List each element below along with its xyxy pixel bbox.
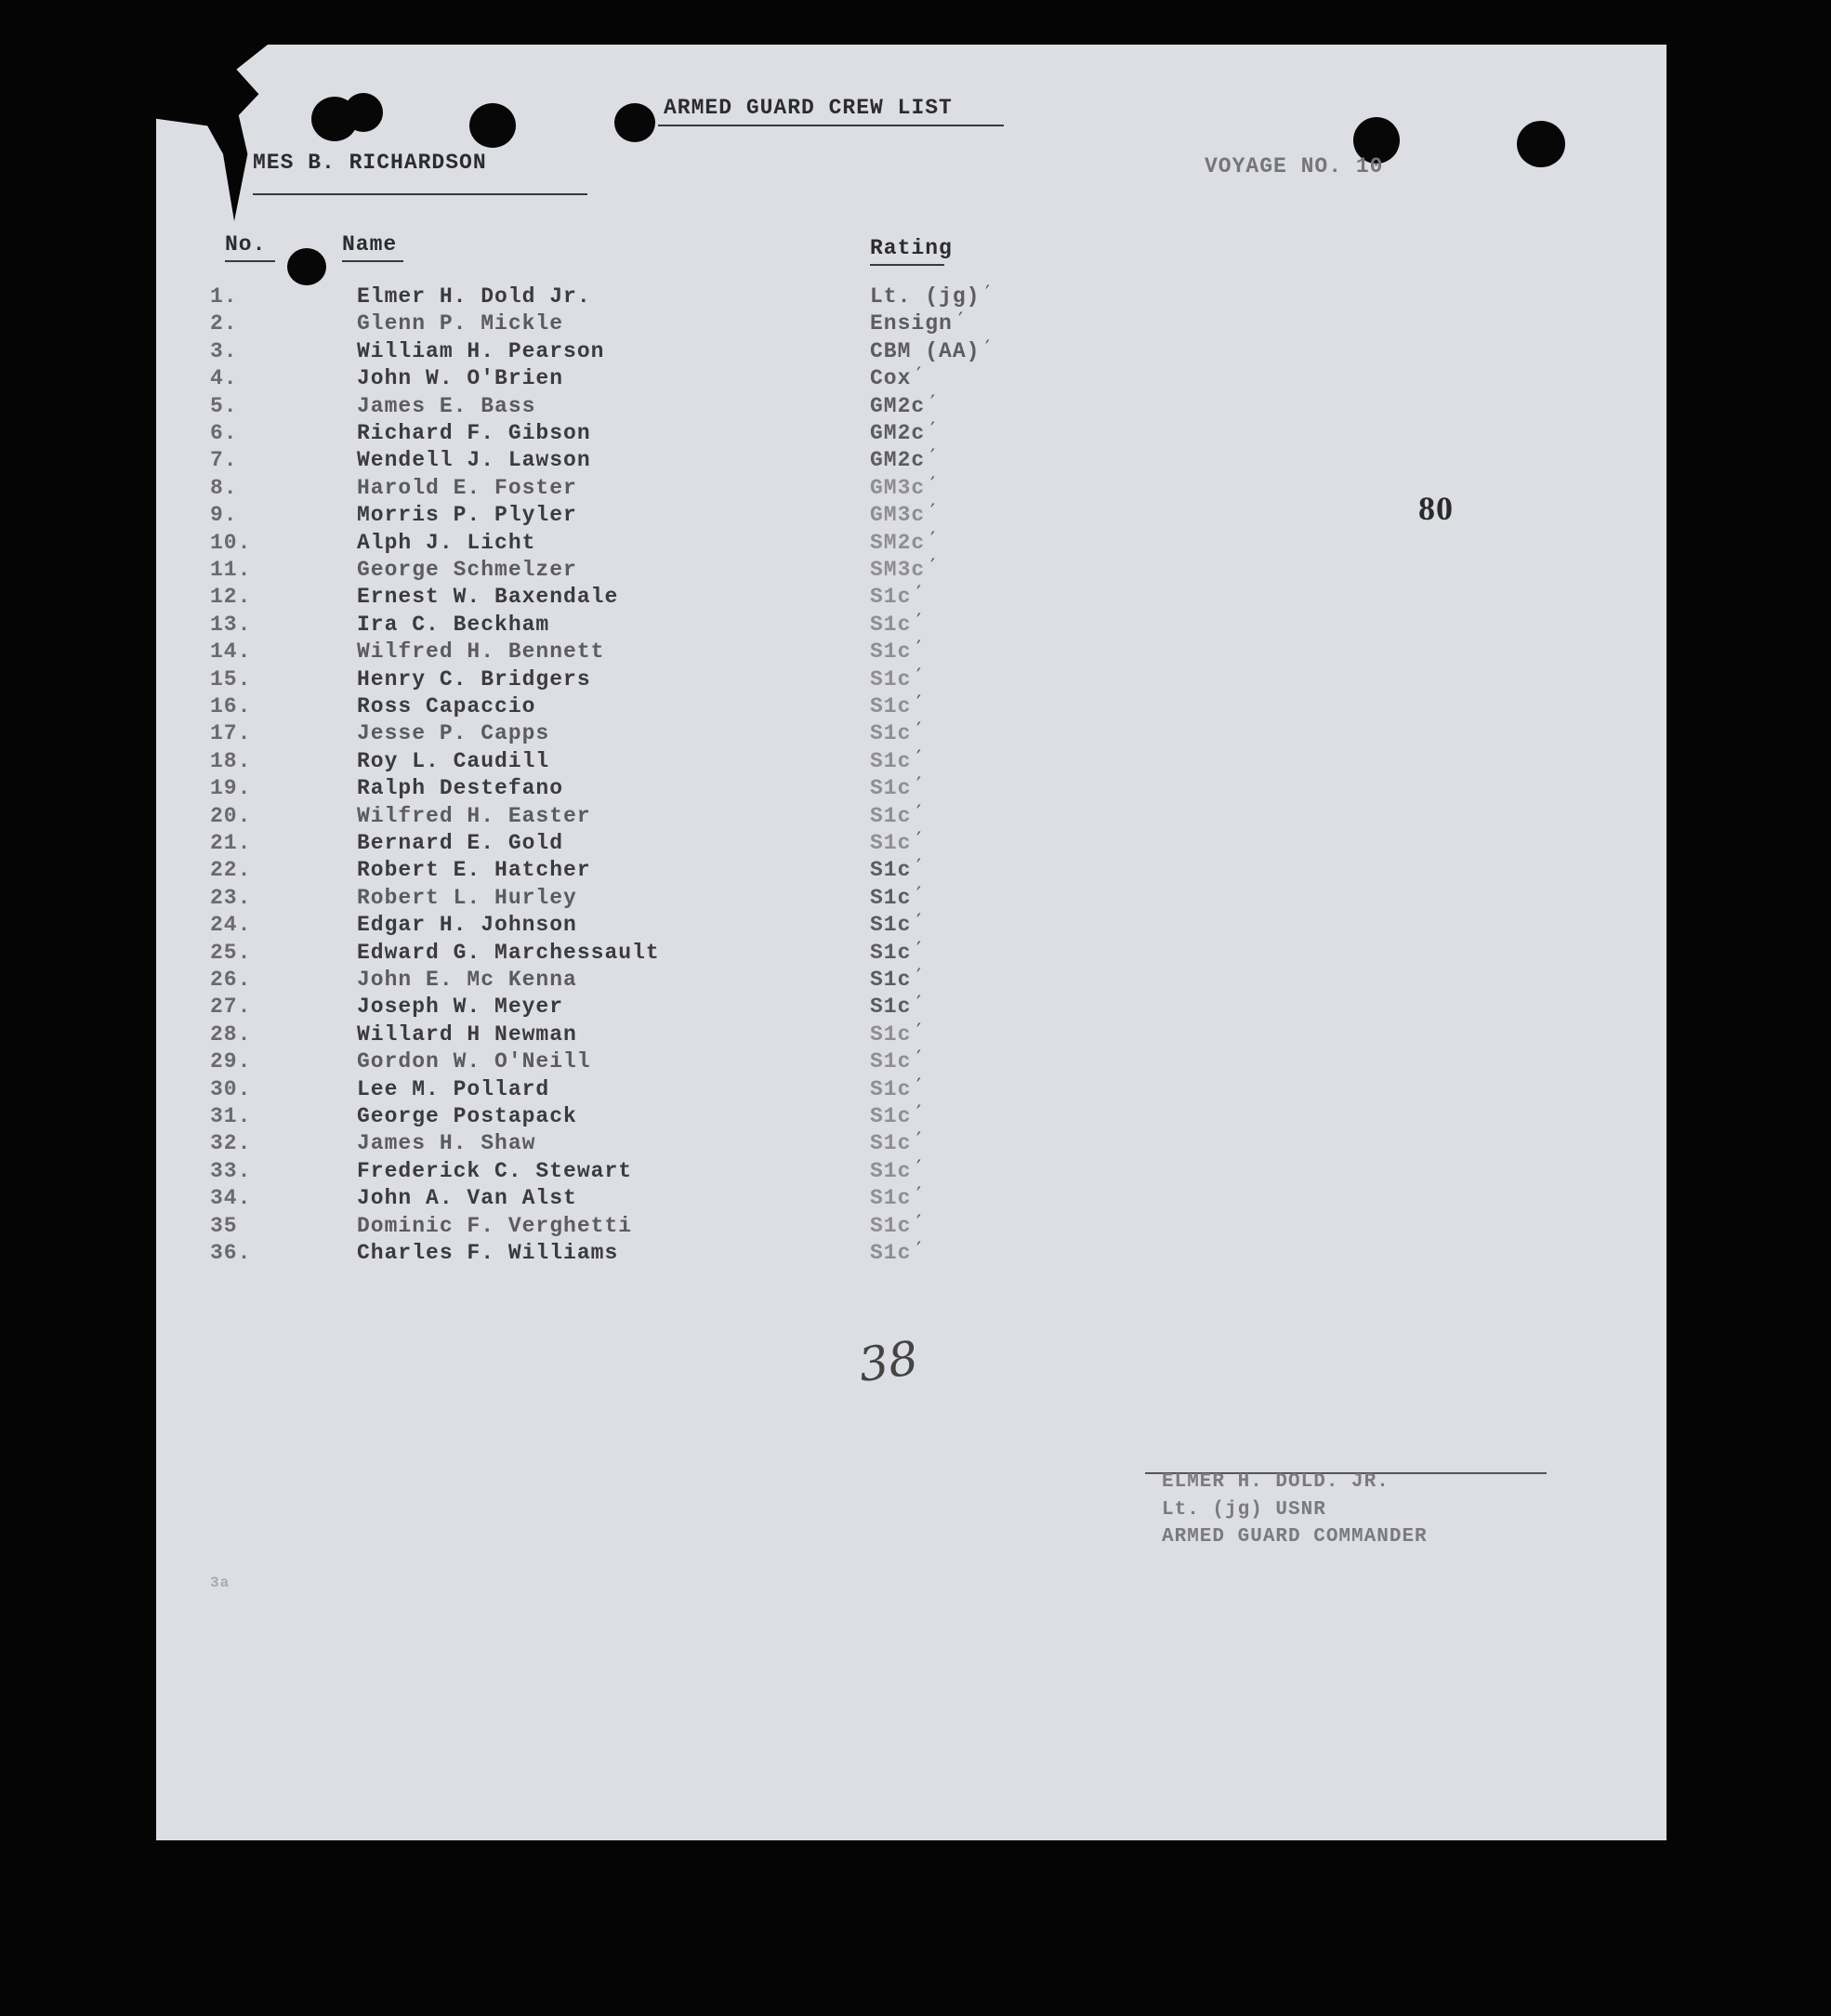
crew-number: 1. xyxy=(210,284,238,309)
crew-name: John A. Van Alst xyxy=(357,1186,577,1211)
crew-name: Dominic F. Verghetti xyxy=(357,1213,633,1238)
crew-name: Charles F. Williams xyxy=(357,1241,619,1265)
crew-rating: S1c xyxy=(870,803,912,828)
crew-name: James H. Shaw xyxy=(357,1131,536,1156)
crew-number: 16. xyxy=(210,694,252,718)
check-mark-icon: ′ xyxy=(916,829,921,852)
crew-name: Elmer H. Dold Jr. xyxy=(357,284,591,309)
check-mark-icon: ′ xyxy=(916,856,921,880)
crew-row xyxy=(156,366,1666,393)
crew-row xyxy=(156,1241,1666,1268)
crew-name: Frederick C. Stewart xyxy=(357,1158,633,1183)
check-mark-icon: ′ xyxy=(916,938,921,962)
check-mark-icon: ′ xyxy=(916,774,921,798)
crew-row xyxy=(156,913,1666,940)
crew-row xyxy=(156,473,1666,503)
crew-rating: S1c xyxy=(870,968,912,992)
crew-row xyxy=(156,639,1666,666)
crew-number: 9. xyxy=(210,503,238,528)
crew-number: 35 xyxy=(210,1213,238,1238)
crew-rating: S1c xyxy=(870,1213,912,1238)
crew-number: 23. xyxy=(210,885,252,910)
ship-underline xyxy=(253,193,587,195)
document-sheet xyxy=(156,45,1666,1840)
crew-rating: CBM (AA) xyxy=(870,338,981,363)
crew-number: 19. xyxy=(210,776,252,801)
crew-row xyxy=(156,1131,1666,1158)
crew-name: John W. O'Brien xyxy=(357,366,564,391)
crew-row xyxy=(156,1211,1666,1241)
crew-number: 2. xyxy=(210,311,238,336)
crew-row xyxy=(156,995,1666,1021)
crew-number: 10. xyxy=(210,530,252,555)
crew-name: Robert L. Hurley xyxy=(357,885,577,910)
crew-rating: GM2c xyxy=(870,393,926,418)
crew-row xyxy=(156,746,1666,776)
crew-rating: S1c xyxy=(870,913,912,938)
crew-row xyxy=(156,831,1666,858)
voyage-number: VOYAGE NO. 10 xyxy=(1205,154,1384,178)
check-mark-icon: ′ xyxy=(916,966,921,989)
crew-name: Wilfred H. Bennett xyxy=(357,639,605,665)
crew-number: 25. xyxy=(210,940,252,965)
check-mark-icon: ′ xyxy=(930,528,935,552)
ship-name: MES B. RICHARDSON xyxy=(253,151,487,175)
crew-number: 29. xyxy=(210,1049,252,1074)
punch-hole xyxy=(1517,121,1565,167)
crew-number: 22. xyxy=(210,858,252,883)
crew-row xyxy=(156,776,1666,803)
check-mark-icon: ′ xyxy=(916,692,921,716)
document-title: ARMED GUARD CREW LIST xyxy=(664,96,953,120)
crew-name: Morris P. Plyler xyxy=(357,503,577,528)
crew-rating: S1c xyxy=(870,776,912,801)
crew-row xyxy=(156,336,1666,366)
crew-name: Edward G. Marchessault xyxy=(357,940,660,965)
crew-number: 34. xyxy=(210,1186,252,1211)
crew-rating: GM2c xyxy=(870,448,926,473)
check-mark-icon: ′ xyxy=(930,501,935,525)
title-underline xyxy=(658,125,1004,126)
crew-row xyxy=(156,883,1666,913)
check-mark-icon: ′ xyxy=(916,746,921,771)
crew-number: 27. xyxy=(210,995,252,1020)
crew-number: 7. xyxy=(210,448,238,473)
crew-name: Lee M. Pollard xyxy=(357,1076,550,1101)
crew-row xyxy=(156,1104,1666,1131)
crew-name: Ralph Destefano xyxy=(357,776,564,801)
check-mark-icon: ′ xyxy=(916,665,921,689)
crew-row xyxy=(156,311,1666,338)
check-mark-icon: ′ xyxy=(916,719,921,744)
crew-rating: Ensign xyxy=(870,311,953,336)
crew-name: Ira C. Beckham xyxy=(357,612,550,637)
check-mark-icon: ′ xyxy=(916,1184,921,1208)
check-mark-icon: ′ xyxy=(930,419,935,442)
crew-name: Wilfred H. Easter xyxy=(357,803,591,828)
crew-row xyxy=(156,558,1666,585)
crew-rating: S1c xyxy=(870,1131,912,1156)
crew-number: 31. xyxy=(210,1104,252,1128)
punch-hole xyxy=(614,103,655,142)
crew-number: 26. xyxy=(210,968,252,992)
crew-row xyxy=(156,1074,1666,1104)
crew-name: Gordon W. O'Neill xyxy=(357,1049,591,1074)
crew-number: 17. xyxy=(210,721,252,746)
crew-name: Roy L. Caudill xyxy=(357,748,550,773)
crew-number: 21. xyxy=(210,831,252,855)
punch-hole xyxy=(344,93,383,132)
crew-row xyxy=(156,448,1666,475)
crew-rating: GM3c xyxy=(870,475,926,500)
crew-row xyxy=(156,694,1666,721)
crew-number: 20. xyxy=(210,803,252,828)
crew-name: Richard F. Gibson xyxy=(357,421,591,445)
crew-name: Bernard E. Gold xyxy=(357,831,564,855)
crew-number: 14. xyxy=(210,639,252,665)
crew-rating: S1c xyxy=(870,721,912,746)
crew-row xyxy=(156,1186,1666,1213)
crew-row xyxy=(156,721,1666,748)
check-mark-icon: ′ xyxy=(930,391,935,415)
crew-number: 24. xyxy=(210,913,252,938)
crew-rating: S1c xyxy=(870,1021,912,1047)
crew-name: Harold E. Foster xyxy=(357,475,577,500)
crew-number: 4. xyxy=(210,366,238,391)
crew-number: 18. xyxy=(210,748,252,773)
check-mark-icon: ′ xyxy=(916,610,921,634)
crew-row xyxy=(156,503,1666,530)
crew-name: Glenn P. Mickle xyxy=(357,311,564,336)
crew-number: 30. xyxy=(210,1076,252,1101)
crew-row xyxy=(156,938,1666,968)
signature-title: ARMED GUARD COMMANDER xyxy=(1162,1526,1428,1548)
crew-number: 3. xyxy=(210,338,238,363)
crew-name: Joseph W. Meyer xyxy=(357,995,564,1020)
crew-name: George Postapack xyxy=(357,1104,577,1128)
crew-rating: S1c xyxy=(870,1076,912,1101)
crew-name: Henry C. Bridgers xyxy=(357,666,591,692)
check-mark-icon: ′ xyxy=(916,1102,921,1126)
crew-row xyxy=(156,528,1666,558)
crew-rating: S1c xyxy=(870,1186,912,1211)
crew-name: Edgar H. Johnson xyxy=(357,913,577,938)
crew-number: 13. xyxy=(210,612,252,637)
check-mark-icon: ′ xyxy=(930,556,935,579)
check-mark-icon: ′ xyxy=(916,993,921,1017)
check-mark-icon: ′ xyxy=(916,1156,921,1180)
crew-number: 12. xyxy=(210,585,252,610)
crew-rating: S1c xyxy=(870,1158,912,1183)
check-mark-icon: ′ xyxy=(930,473,935,497)
crew-rating: S1c xyxy=(870,639,912,665)
check-mark-icon: ′ xyxy=(985,283,990,306)
crew-rating: S1c xyxy=(870,995,912,1020)
crew-number: 28. xyxy=(210,1021,252,1047)
crew-rating: S1c xyxy=(870,1241,912,1265)
check-mark-icon: ′ xyxy=(916,883,921,907)
crew-rating: SM3c xyxy=(870,558,926,582)
crew-number: 6. xyxy=(210,421,238,445)
crew-name: Willard H Newman xyxy=(357,1021,577,1047)
handwritten-count: 38 xyxy=(855,1330,922,1393)
crew-number: 32. xyxy=(210,1131,252,1156)
crew-number: 5. xyxy=(210,393,238,418)
page-number: 80 xyxy=(1418,490,1454,527)
crew-row xyxy=(156,421,1666,448)
crew-row xyxy=(156,610,1666,639)
crew-rating: S1c xyxy=(870,831,912,855)
crew-name: John E. Mc Kenna xyxy=(357,968,577,992)
crew-name: Jesse P. Capps xyxy=(357,721,550,746)
check-mark-icon: ′ xyxy=(916,801,921,825)
column-header-name: Name xyxy=(342,232,398,257)
check-mark-icon: ′ xyxy=(916,638,921,662)
signature-name: ELMER H. DOLD. JR. xyxy=(1162,1471,1390,1493)
column-header-no: No. xyxy=(225,232,267,257)
check-mark-icon: ′ xyxy=(958,310,963,334)
crew-rating: S1c xyxy=(870,612,912,637)
crew-name: William H. Pearson xyxy=(357,338,605,363)
crew-row xyxy=(156,1156,1666,1186)
column-header-name-underline xyxy=(342,260,403,262)
check-mark-icon: ′ xyxy=(916,1211,921,1235)
crew-rating: S1c xyxy=(870,694,912,718)
crew-row xyxy=(156,858,1666,885)
crew-rating: S1c xyxy=(870,940,912,965)
check-mark-icon: ′ xyxy=(985,336,990,361)
crew-row xyxy=(156,1022,1666,1049)
crew-rating: S1c xyxy=(870,885,912,910)
crew-row xyxy=(156,801,1666,831)
crew-row xyxy=(156,667,1666,694)
crew-name: Ross Capaccio xyxy=(357,694,536,718)
crew-rating: Lt. (jg) xyxy=(870,284,981,309)
column-header-rating: Rating xyxy=(870,236,953,260)
crew-rating: SM2c xyxy=(870,530,926,555)
crew-number: 15. xyxy=(210,666,252,692)
punch-hole xyxy=(469,103,516,148)
crew-name: James E. Bass xyxy=(357,393,536,418)
crew-number: 36. xyxy=(210,1241,252,1265)
crew-row xyxy=(156,284,1666,311)
check-mark-icon: ′ xyxy=(916,911,921,935)
crew-row xyxy=(156,585,1666,612)
check-mark-icon: ′ xyxy=(916,1020,921,1044)
crew-row xyxy=(156,1049,1666,1076)
check-mark-icon: ′ xyxy=(916,1129,921,1153)
margin-mark: 3a xyxy=(210,1575,231,1591)
check-mark-icon: ′ xyxy=(916,1239,921,1262)
check-mark-icon: ′ xyxy=(916,364,921,389)
crew-rating: Cox xyxy=(870,366,912,391)
crew-rating: S1c xyxy=(870,1049,912,1074)
crew-name: Wendell J. Lawson xyxy=(357,448,591,473)
crew-rating: S1c xyxy=(870,748,912,773)
check-mark-icon: ′ xyxy=(916,1048,921,1072)
crew-name: Alph J. Licht xyxy=(357,530,536,555)
crew-rating: GM2c xyxy=(870,421,926,445)
crew-name: George Schmelzer xyxy=(357,558,577,582)
crew-name: Robert E. Hatcher xyxy=(357,858,591,883)
column-header-rating-underline xyxy=(870,264,944,266)
crew-rating: S1c xyxy=(870,585,912,610)
crew-rating: S1c xyxy=(870,1104,912,1128)
crew-number: 8. xyxy=(210,475,238,500)
crew-name: Ernest W. Baxendale xyxy=(357,585,619,610)
torn-corner xyxy=(156,45,268,221)
check-mark-icon: ′ xyxy=(930,446,935,470)
crew-rating: S1c xyxy=(870,858,912,883)
signature-rank: Lt. (jg) USNR xyxy=(1162,1499,1326,1521)
crew-row xyxy=(156,968,1666,995)
check-mark-icon: ′ xyxy=(916,583,921,607)
check-mark-icon: ′ xyxy=(916,1074,921,1099)
crew-number: 11. xyxy=(210,558,252,582)
column-header-no-underline xyxy=(225,260,275,262)
crew-row xyxy=(156,391,1666,421)
crew-number: 33. xyxy=(210,1158,252,1183)
crew-rating: GM3c xyxy=(870,503,926,528)
punch-hole xyxy=(287,248,326,285)
crew-rating: S1c xyxy=(870,666,912,692)
